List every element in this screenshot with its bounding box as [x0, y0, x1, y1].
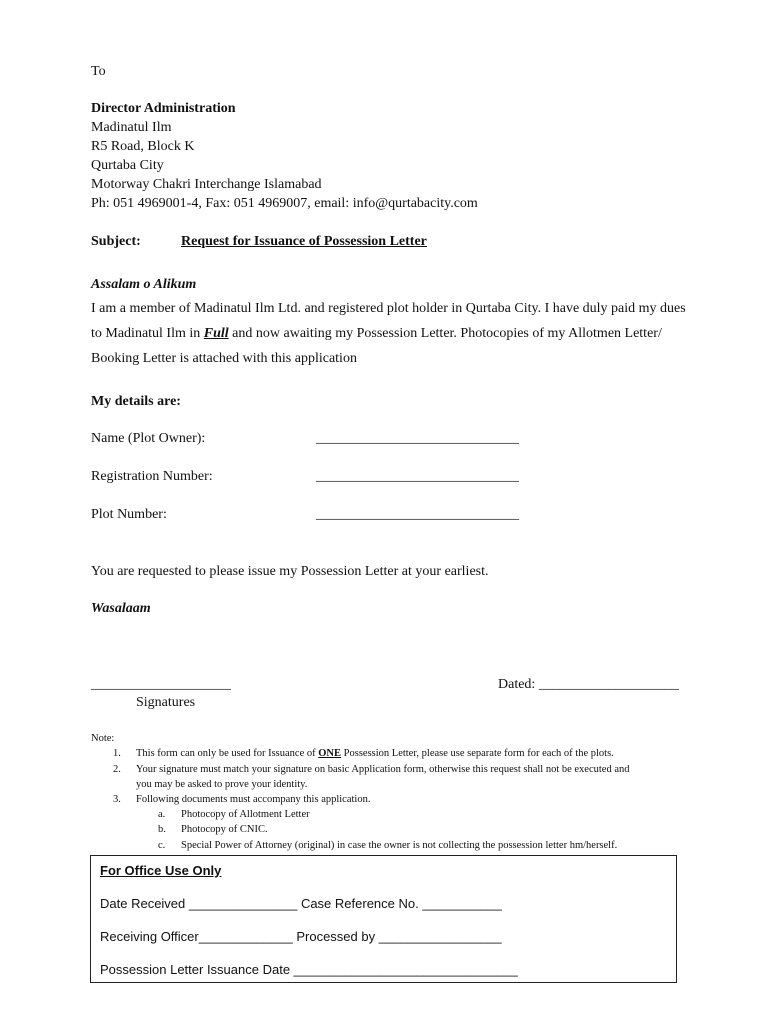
- note-item-3: Following documents must accompany this application.: [136, 794, 371, 805]
- body-text: and now awaiting my Possession Letter. Photocopies of my Allotmen Letter/: [228, 326, 662, 341]
- full-emphasis: Full: [203, 326, 229, 341]
- subitem-c: Special Power of Attorney (original) in case the owner is not collecting the possession letter hm/herself.: [181, 840, 618, 851]
- recipient-org: Madinatul Ilm: [91, 120, 172, 135]
- greeting: Assalam o Alikum: [91, 277, 197, 292]
- note-item-2-line-2: you may be asked to prove your identity.: [136, 779, 308, 790]
- note-number: 1.: [113, 748, 121, 759]
- closing: Wasalaam: [91, 601, 151, 616]
- date-received-line: Date Received _______________ Case Reference No. ___________: [100, 896, 502, 911]
- office-use-box: [90, 855, 677, 983]
- subitem-a: Photocopy of Allotment Letter: [181, 809, 310, 820]
- note-text: This form can only be used for Issuance of: [136, 748, 319, 759]
- subitem-letter: c.: [158, 840, 166, 851]
- issuance-date-line: Possession Letter Issuance Date _______________________________: [100, 962, 518, 977]
- field-label-registration: Registration Number:: [91, 469, 213, 484]
- note-heading: Note:: [91, 733, 115, 744]
- subitem-letter: b.: [158, 824, 166, 835]
- field-blank-plot: _____________________________: [316, 507, 519, 522]
- note-number: 3.: [113, 794, 121, 805]
- subject-label: Subject:: [91, 234, 141, 249]
- to-label: To: [91, 64, 106, 79]
- field-label-name: Name (Plot Owner):: [91, 431, 206, 446]
- note-text: Possession Letter, please use separate form for each of the plots.: [341, 748, 614, 759]
- body-paragraph-line-2: [91, 326, 662, 342]
- recipient-contact: Ph: 051 4969001-4, Fax: 051 4969007, email: info@qurtabacity.com: [91, 196, 478, 211]
- request-text: You are requested to please issue my Possession Letter at your earliest.: [91, 564, 489, 579]
- subitem-letter: a.: [158, 809, 166, 820]
- details-heading: My details are:: [91, 394, 181, 409]
- recipient-location: Motorway Chakri Interchange Islamabad: [91, 177, 322, 192]
- note-item-1: [136, 748, 614, 759]
- field-label-plot: Plot Number:: [91, 507, 167, 522]
- body-paragraph-line-1: I am a member of Madinatul Ilm Ltd. and registered plot holder in Qurtaba City. I have duly paid my dues: [91, 301, 686, 316]
- field-blank-registration: _____________________________: [316, 469, 519, 484]
- subject-text: Request for Issuance of Possession Letter: [181, 234, 427, 249]
- office-use-title: For Office Use Only: [100, 863, 222, 878]
- receiving-officer-line: Receiving Officer_____________ Processed by _________________: [100, 929, 502, 944]
- subitem-b: Photocopy of CNIC.: [181, 824, 268, 835]
- dated-field: Dated: ____________________: [498, 677, 679, 692]
- field-blank-name: _____________________________: [316, 431, 519, 446]
- note-item-2-line-1: Your signature must match your signature on basic Application form, otherwise this request shall not be executed and: [136, 764, 630, 775]
- signature-label: Signatures: [136, 695, 196, 710]
- recipient-title: Director Administration: [91, 101, 236, 116]
- one-emphasis: ONE: [318, 748, 342, 759]
- recipient-city: Qurtaba City: [91, 158, 164, 173]
- body-paragraph-line-3: Booking Letter is attached with this application: [91, 351, 357, 366]
- recipient-road: R5 Road, Block K: [91, 139, 195, 154]
- signature-line: ____________________: [91, 677, 231, 692]
- body-text: to Madinatul Ilm in: [91, 326, 204, 341]
- note-number: 2.: [113, 764, 121, 775]
